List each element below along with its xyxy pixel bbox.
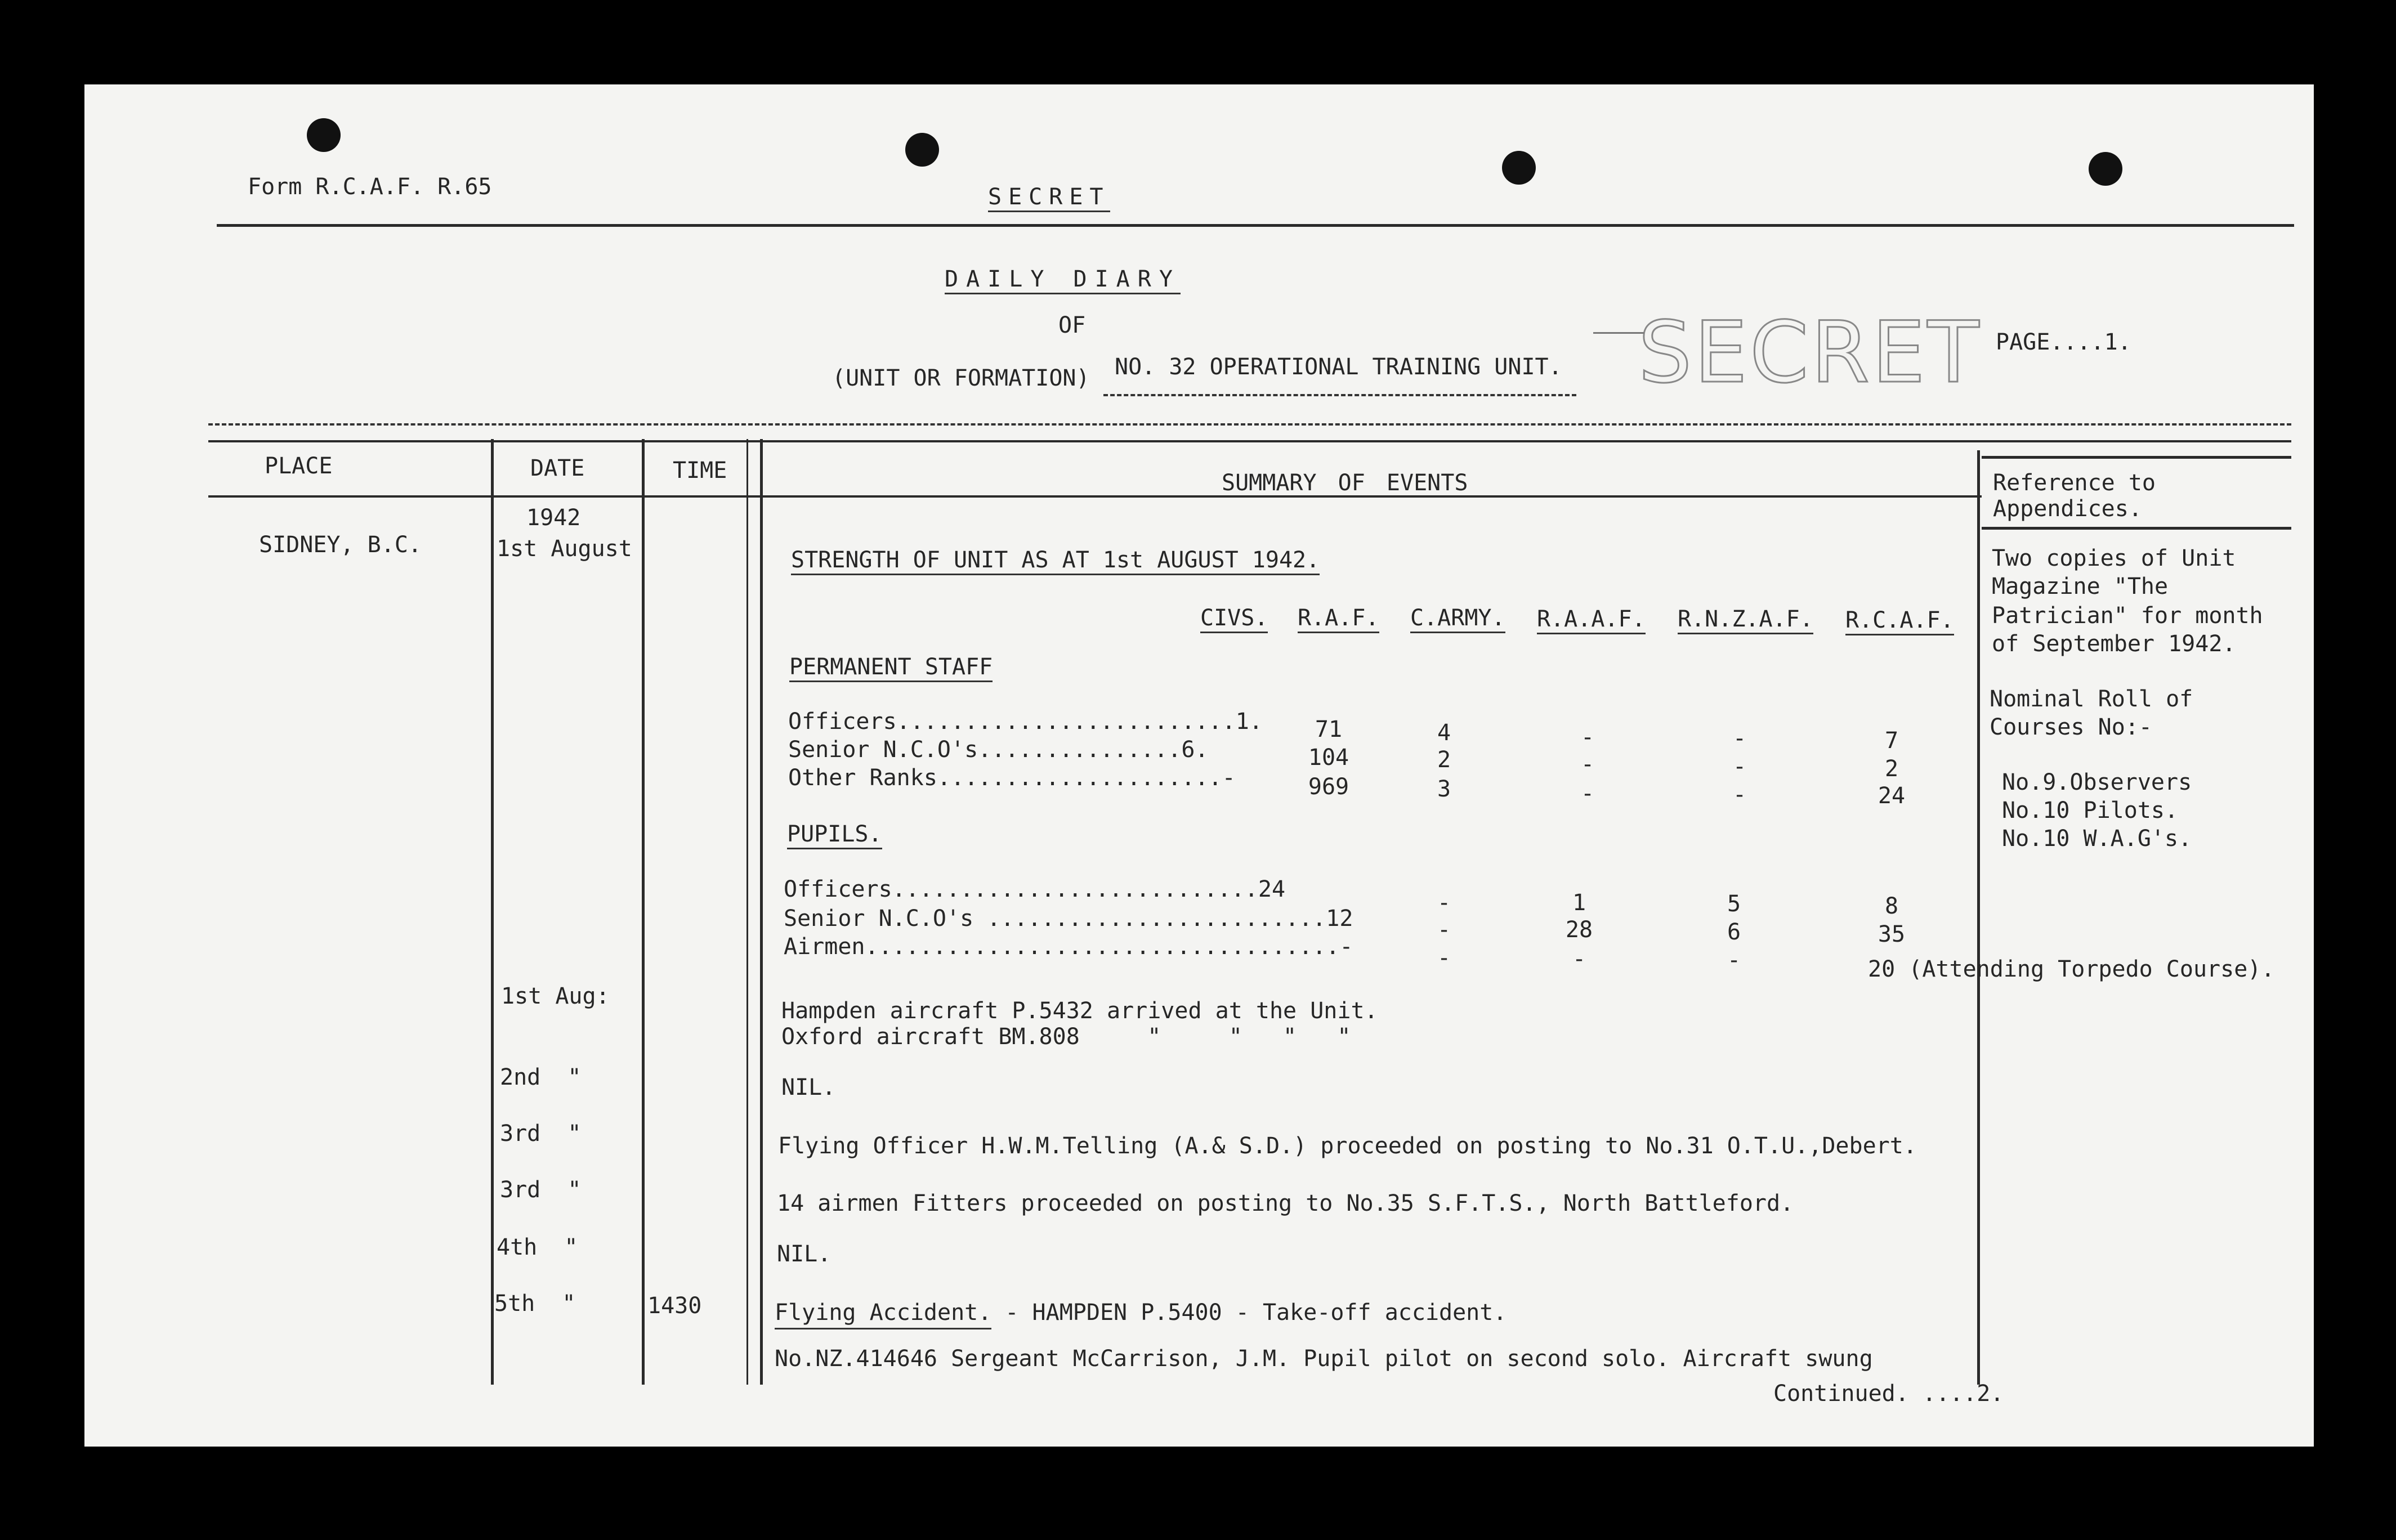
appendix-line: Patrician" for month bbox=[1992, 603, 2263, 629]
permanent-staff-label: Other Ranks.....................- bbox=[788, 765, 1236, 791]
unit-name-underline bbox=[1103, 394, 1576, 396]
place: SIDNEY, B.C. bbox=[259, 532, 422, 558]
appendix-line: of September 1942. bbox=[1992, 631, 2236, 657]
pupils-raaf: 28 bbox=[1565, 917, 1593, 943]
unit-name: NO. 32 OPERATIONAL TRAINING UNIT. bbox=[1115, 354, 1562, 380]
permanent-staff-raf: 969 bbox=[1308, 774, 1349, 800]
punch-hole bbox=[2089, 152, 2122, 186]
pupils-rnzaf: 6 bbox=[1727, 919, 1741, 945]
entry-date: 5th " bbox=[494, 1291, 576, 1317]
strength-column-raaf: R.A.A.F. bbox=[1537, 608, 1646, 634]
entry-heading-line bbox=[775, 1301, 1507, 1324]
entry-heading: Flying Accident. bbox=[775, 1300, 991, 1329]
permanent-staff-rcaf: 2 bbox=[1884, 756, 1899, 782]
appendix-line: No.10 W.A.G's. bbox=[2002, 826, 2192, 852]
pupils-rnzaf: - bbox=[1727, 947, 1741, 973]
table-header-rule bbox=[208, 495, 1982, 498]
pupils-carmy: - bbox=[1437, 945, 1451, 971]
strength-column-carmy: C.ARMY. bbox=[1410, 607, 1505, 633]
permanent-staff-raaf: - bbox=[1580, 751, 1595, 777]
column-divider bbox=[760, 439, 763, 1385]
permanent-staff-heading: PERMANENT STAFF bbox=[789, 656, 993, 682]
appendix-line: Magazine "The bbox=[1992, 574, 2169, 599]
security-header: SECRET bbox=[988, 186, 1110, 212]
pupils-label: Officers...........................24 bbox=[784, 876, 1286, 902]
permanent-staff-rcaf: 24 bbox=[1878, 783, 1906, 809]
column-header-place: PLACE bbox=[265, 453, 333, 479]
secret-stamp: SECRET bbox=[1638, 304, 1982, 402]
entry-date: 1st Aug: bbox=[501, 983, 610, 1009]
table-top-rule-3 bbox=[1982, 456, 2291, 459]
pupils-rcaf: 35 bbox=[1878, 921, 1906, 947]
entry-text: NIL. bbox=[781, 1075, 836, 1100]
header-rule bbox=[217, 224, 2294, 227]
entry-date: 3rd " bbox=[500, 1121, 582, 1147]
reference-header-rule bbox=[1982, 527, 2291, 530]
unit-label: (UNIT OR FORMATION) bbox=[832, 365, 1090, 391]
pupils-rnzaf: 5 bbox=[1727, 891, 1741, 917]
pupils-label: Senior N.C.O's .........................12 bbox=[784, 906, 1353, 932]
pupils-label: Airmen...................................- bbox=[784, 934, 1353, 960]
continued-note: Continued. ....2. bbox=[1773, 1381, 2004, 1407]
pupils-rcaf: 20 (Attending Torpedo Course). bbox=[1868, 956, 2275, 982]
punch-hole bbox=[905, 133, 939, 167]
permanent-staff-rcaf: 7 bbox=[1884, 728, 1899, 754]
entry-heading-rest: - HAMPDEN P.5400 - Take-off accident. bbox=[991, 1300, 1507, 1326]
permanent-staff-rnzaf: - bbox=[1732, 754, 1747, 780]
table-top-rule bbox=[208, 423, 2291, 426]
permanent-staff-carmy: 2 bbox=[1437, 747, 1451, 773]
strength-column-rnzaf: R.N.Z.A.F. bbox=[1678, 608, 1813, 634]
column-header-reference: Appendices. bbox=[1993, 496, 2142, 522]
appendix-line: No.9.Observers bbox=[2002, 769, 2192, 795]
entry-date: 4th " bbox=[497, 1234, 578, 1260]
column-divider bbox=[491, 439, 494, 1385]
permanent-staff-rnzaf: - bbox=[1732, 726, 1747, 751]
entry-text: Oxford aircraft BM.808 " " " " bbox=[781, 1024, 1351, 1050]
punch-hole bbox=[1502, 151, 1536, 185]
appendix-line: No.10 Pilots. bbox=[2002, 798, 2179, 823]
entry-text: Flying Officer H.W.M.Telling (A.& S.D.) proceeded on posting to No.31 O.T.U.,Debert. bbox=[778, 1133, 1917, 1159]
entry-date: 2nd " bbox=[500, 1064, 582, 1090]
stamp-dash bbox=[1593, 332, 1644, 334]
column-header-date: DATE bbox=[530, 455, 585, 481]
strength-column-raf: R.A.F. bbox=[1298, 607, 1379, 633]
column-divider bbox=[642, 439, 645, 1385]
year: 1942 bbox=[526, 505, 581, 531]
pupils-raaf: - bbox=[1572, 946, 1586, 972]
permanent-staff-raaf: - bbox=[1580, 724, 1595, 750]
column-divider bbox=[746, 439, 748, 1385]
column-header-summary: SUMMARY OF EVENTS bbox=[1222, 470, 1468, 496]
pupils-rcaf: 8 bbox=[1884, 893, 1899, 919]
appendix-line: Two copies of Unit bbox=[1992, 545, 2236, 571]
entry-text: Hampden aircraft P.5432 arrived at the Unit. bbox=[781, 998, 1378, 1024]
strength-column-rcaf: R.C.A.F. bbox=[1845, 609, 1954, 635]
entry-text: 14 airmen Fitters proceeded on posting to No.35 S.F.T.S., North Battleford. bbox=[777, 1190, 1794, 1216]
permanent-staff-carmy: 4 bbox=[1437, 720, 1451, 746]
first-date: 1st August bbox=[497, 536, 632, 562]
entry-date: 3rd " bbox=[500, 1177, 582, 1203]
column-header-time: TIME bbox=[673, 458, 727, 484]
table-top-rule-2 bbox=[208, 440, 2291, 442]
pupils-heading: PUPILS. bbox=[787, 823, 882, 849]
entry-time: 1430 bbox=[647, 1293, 702, 1319]
diary-title: DAILY DIARY bbox=[945, 268, 1181, 294]
strength-column-civs: CIVS. bbox=[1200, 607, 1268, 633]
permanent-staff-raaf: - bbox=[1580, 781, 1595, 807]
entry-text: NIL. bbox=[777, 1241, 832, 1267]
page-number: PAGE....1. bbox=[1996, 329, 2131, 355]
permanent-staff-raf: 71 bbox=[1315, 717, 1343, 742]
pupils-carmy: - bbox=[1437, 917, 1451, 943]
permanent-staff-label: Senior N.C.O's...............6. bbox=[788, 737, 1209, 763]
punch-hole bbox=[307, 118, 341, 152]
entry-text: No.NZ.414646 Sergeant McCarrison, J.M. Pupil pilot on second solo. Aircraft swung bbox=[775, 1346, 1873, 1372]
permanent-staff-raf: 104 bbox=[1308, 745, 1349, 771]
column-divider bbox=[1977, 450, 1980, 1385]
appendix-line: Courses No:- bbox=[1990, 714, 2152, 740]
pupils-raaf: 1 bbox=[1572, 890, 1586, 916]
permanent-staff-carmy: 3 bbox=[1437, 776, 1451, 802]
appendix-line: Nominal Roll of bbox=[1990, 686, 2193, 712]
diary-title-of: OF bbox=[1058, 312, 1086, 338]
strength-heading: STRENGTH OF UNIT AS AT 1st AUGUST 1942. bbox=[791, 549, 1320, 575]
pupils-carmy: - bbox=[1437, 890, 1451, 916]
permanent-staff-label: Officers.........................1. bbox=[788, 709, 1263, 735]
column-header-reference: Reference to bbox=[1993, 470, 2156, 496]
form-number: Form R.C.A.F. R.65 bbox=[248, 174, 492, 200]
permanent-staff-rnzaf: - bbox=[1732, 782, 1747, 808]
